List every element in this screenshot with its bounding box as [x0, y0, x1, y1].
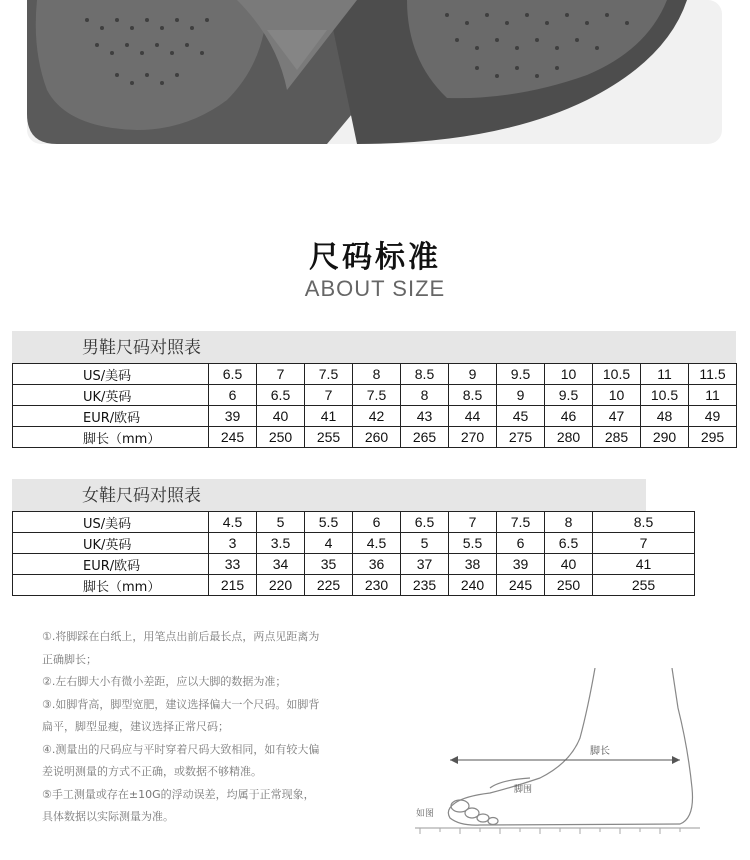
- table-cell: 5.5: [449, 533, 497, 554]
- table-cell: 255: [305, 427, 353, 448]
- note-line: ①.将脚踩在白纸上，用笔点出前后最长点，两点见距离为: [42, 630, 320, 643]
- table-row: [13, 575, 695, 596]
- table-cell: 37: [401, 554, 449, 575]
- table-cell: 8.5: [593, 512, 695, 533]
- table-cell: 41: [305, 406, 353, 427]
- row-label: EUR/欧码: [13, 406, 209, 427]
- table-cell: 4: [305, 533, 353, 554]
- table-row: [13, 385, 737, 406]
- table-cell: 33: [209, 554, 257, 575]
- table-cell: 10: [545, 364, 593, 385]
- row-label: 脚长（mm）: [13, 427, 209, 448]
- table-cell: 270: [449, 427, 497, 448]
- row-label: US/美码: [13, 512, 209, 533]
- table-cell: 8: [401, 385, 449, 406]
- shoe-sole-illustration: [27, 0, 722, 144]
- table-cell: 225: [305, 575, 353, 596]
- table-cell: 39: [497, 554, 545, 575]
- table-cell: 34: [257, 554, 305, 575]
- table-cell: 8.5: [401, 364, 449, 385]
- foot-outline-illustration: [410, 668, 710, 848]
- table-cell: 255: [593, 575, 695, 596]
- table-cell: 6: [353, 512, 401, 533]
- table-row: [13, 554, 695, 575]
- table-cell: 9.5: [545, 385, 593, 406]
- table-cell: 9.5: [497, 364, 545, 385]
- table-cell: 48: [641, 406, 689, 427]
- table-cell: 39: [209, 406, 257, 427]
- table-cell: 10.5: [593, 364, 641, 385]
- table-cell: 6.5: [209, 364, 257, 385]
- foot-length-label: 脚长: [590, 746, 610, 757]
- men-size-section: [12, 331, 736, 448]
- table-cell: 10.5: [641, 385, 689, 406]
- table-cell: 7.5: [353, 385, 401, 406]
- table-cell: 11: [641, 364, 689, 385]
- table-cell: 5: [257, 512, 305, 533]
- table-cell: 260: [353, 427, 401, 448]
- table-cell: 8: [545, 512, 593, 533]
- table-row: [13, 427, 737, 448]
- table-cell: 4.5: [209, 512, 257, 533]
- table-cell: 240: [449, 575, 497, 596]
- table-row: [13, 364, 737, 385]
- row-label: EUR/欧码: [13, 554, 209, 575]
- table-cell: 9: [449, 364, 497, 385]
- table-cell: 5.5: [305, 512, 353, 533]
- table-cell: 220: [257, 575, 305, 596]
- table-cell: 7: [257, 364, 305, 385]
- men-size-table: [12, 363, 737, 448]
- table-cell: 245: [497, 575, 545, 596]
- note-line: ⑤手工测量或存在±10G的浮动误差，均属于正常现象，: [42, 787, 315, 801]
- row-label: 脚长（mm）: [13, 575, 209, 596]
- table-cell: 235: [401, 575, 449, 596]
- measurement-notes: [42, 626, 382, 829]
- table-cell: 8.5: [449, 385, 497, 406]
- table-cell: 49: [689, 406, 737, 427]
- table-cell: 7: [593, 533, 695, 554]
- table-cell: 6.5: [257, 385, 305, 406]
- row-label: US/美码: [13, 364, 209, 385]
- row-label: UK/英码: [13, 533, 209, 554]
- table-cell: 47: [593, 406, 641, 427]
- note-line: 正确脚长；: [42, 652, 97, 666]
- diagram-caption: 如图: [416, 809, 435, 819]
- table-cell: 40: [545, 554, 593, 575]
- table-cell: 8: [353, 364, 401, 385]
- shoe-sole-image: [27, 0, 722, 144]
- women-size-section: [12, 479, 656, 596]
- table-cell: 45: [497, 406, 545, 427]
- table-cell: 7.5: [497, 512, 545, 533]
- table-cell: 230: [353, 575, 401, 596]
- note-line: 具体数据以实际测量为准。: [42, 810, 174, 823]
- table-cell: 4.5: [353, 533, 401, 554]
- page-title: 尺码标准: [309, 240, 441, 275]
- table-cell: 250: [545, 575, 593, 596]
- table-cell: 250: [257, 427, 305, 448]
- table-cell: 11.5: [689, 364, 737, 385]
- table-cell: 10: [593, 385, 641, 406]
- table-cell: 7: [449, 512, 497, 533]
- table-cell: 7: [305, 385, 353, 406]
- table-cell: 41: [593, 554, 695, 575]
- row-label: UK/英码: [13, 385, 209, 406]
- table-cell: 6: [209, 385, 257, 406]
- table-cell: 285: [593, 427, 641, 448]
- heel-label: 脚围: [514, 785, 533, 795]
- note-line: 差说明测量的方式不正确，或数据不够精准。: [42, 765, 262, 778]
- table-cell: 44: [449, 406, 497, 427]
- table-cell: 265: [401, 427, 449, 448]
- note-line: 扁平，脚型显瘦，建议选择正常尺码；: [42, 720, 229, 733]
- table-cell: 3: [209, 533, 257, 554]
- table-cell: 280: [545, 427, 593, 448]
- table-row: [13, 533, 695, 554]
- table-cell: 36: [353, 554, 401, 575]
- table-cell: 215: [209, 575, 257, 596]
- table-cell: 3.5: [257, 533, 305, 554]
- table-row: [13, 512, 695, 533]
- note-line: ③.如脚背高，脚型宽肥，建议选择偏大一个尺码。如脚背: [42, 697, 320, 711]
- table-cell: 40: [257, 406, 305, 427]
- table-cell: 6: [497, 533, 545, 554]
- women-size-title: 女鞋尺码对照表: [12, 479, 646, 511]
- table-cell: 35: [305, 554, 353, 575]
- table-cell: 9: [497, 385, 545, 406]
- table-cell: 6.5: [545, 533, 593, 554]
- note-line: ②.左右脚大小有微小差距，应以大脚的数据为准；: [42, 675, 287, 688]
- table-cell: 38: [449, 554, 497, 575]
- table-cell: 6.5: [401, 512, 449, 533]
- women-size-table: [12, 511, 695, 596]
- foot-measure-diagram: [410, 668, 710, 848]
- table-cell: 290: [641, 427, 689, 448]
- table-cell: 7.5: [305, 364, 353, 385]
- table-cell: 5: [401, 533, 449, 554]
- table-cell: 275: [497, 427, 545, 448]
- table-cell: 46: [545, 406, 593, 427]
- table-row: [13, 406, 737, 427]
- table-cell: 42: [353, 406, 401, 427]
- note-line: ④.测量出的尺码应与平时穿着尺码大致相同，如有较大偏: [42, 742, 320, 756]
- table-cell: 245: [209, 427, 257, 448]
- table-cell: 295: [689, 427, 737, 448]
- table-cell: 11: [689, 385, 737, 406]
- page-subtitle: ABOUT SIZE: [304, 276, 446, 301]
- table-cell: 43: [401, 406, 449, 427]
- men-size-title: 男鞋尺码对照表: [12, 331, 736, 363]
